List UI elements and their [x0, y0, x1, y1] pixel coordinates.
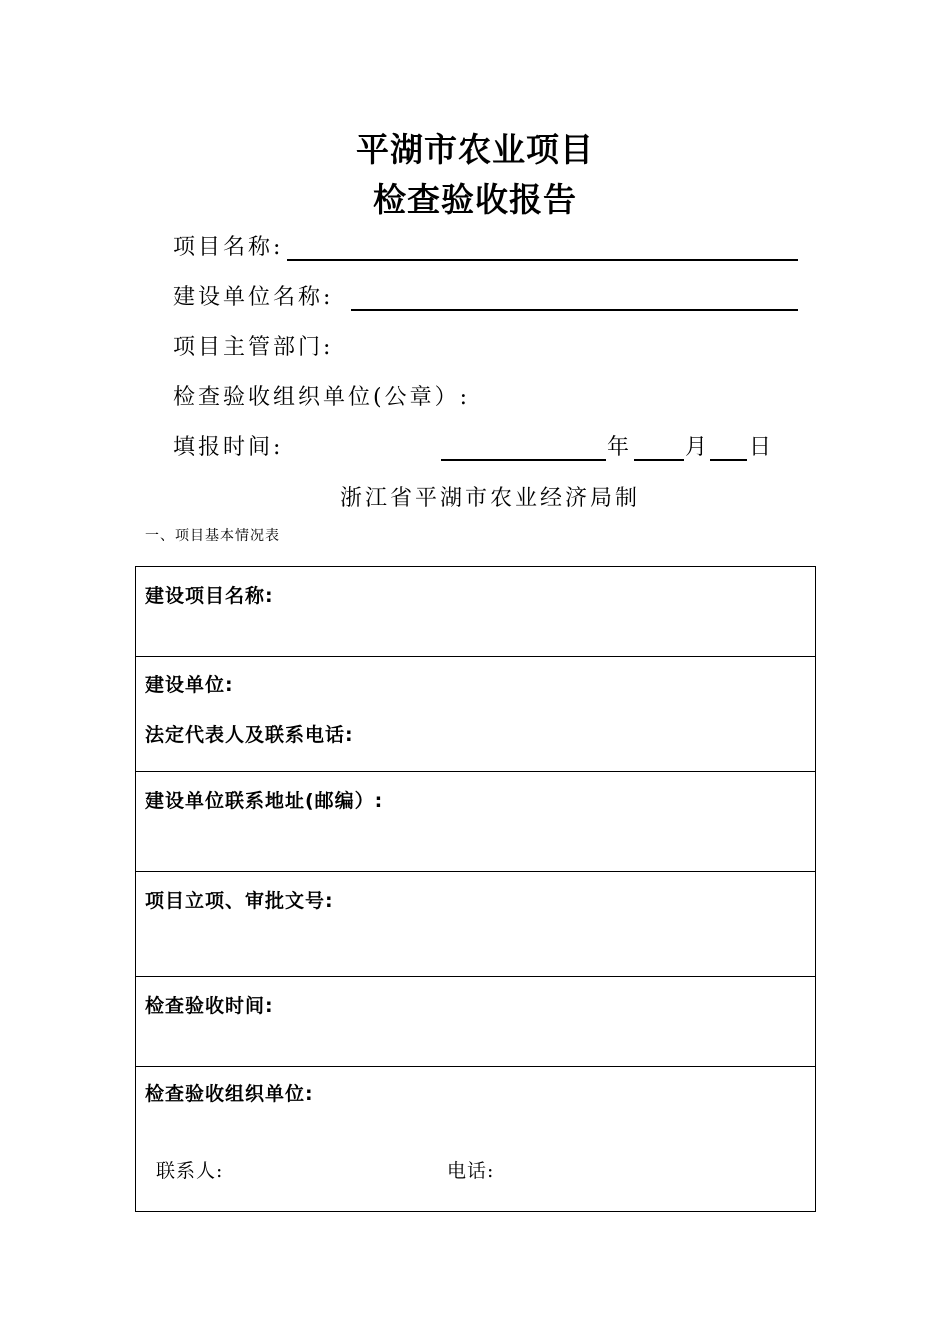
builder-name-blank[interactable]	[351, 309, 798, 311]
phone-label[interactable]: 电话:	[447, 1160, 495, 1182]
section-title: 一、项目基本情况表	[145, 528, 280, 544]
table-row	[136, 1067, 815, 1211]
inspection-time-cell[interactable]: 检查验收时间:	[145, 995, 274, 1017]
fill-date-label: 填报时间:	[173, 435, 284, 460]
year-blank[interactable]	[441, 459, 606, 461]
month-label: 月	[685, 435, 711, 460]
approval-cell[interactable]: 项目立项、审批文号:	[145, 890, 334, 912]
year-label: 年	[607, 435, 633, 460]
project-name-cell[interactable]: 建设项目名称:	[145, 585, 274, 607]
inspection-org-label: 检查验收组织单位(公章）:	[173, 385, 470, 410]
project-info-table	[135, 566, 816, 1212]
table-row	[136, 657, 815, 772]
month-blank[interactable]	[634, 459, 684, 461]
builder-cell[interactable]: 建设单位:	[145, 674, 234, 696]
project-name-label: 项目名称:	[173, 235, 284, 260]
address-cell[interactable]: 建设单位联系地址(邮编）:	[145, 790, 384, 812]
table-row	[136, 772, 815, 872]
day-label: 日	[749, 435, 775, 460]
table-row	[136, 567, 815, 657]
builder-name-label: 建设单位名称:	[173, 285, 334, 310]
table-row	[136, 872, 815, 977]
table-row	[136, 977, 815, 1067]
day-blank[interactable]	[710, 459, 747, 461]
document-title-line2: 检查验收报告	[373, 180, 577, 219]
legal-rep-cell[interactable]: 法定代表人及联系电话:	[145, 724, 354, 746]
inspection-org-cell[interactable]: 检查验收组织单位:	[145, 1083, 314, 1105]
document-title-line1: 平湖市农业项目	[356, 130, 594, 169]
supervisor-label: 项目主管部门:	[173, 335, 334, 360]
issuer-text: 浙江省平湖市农业经济局制	[339, 486, 640, 511]
contact-person-label[interactable]: 联系人:	[156, 1160, 224, 1182]
project-name-blank[interactable]	[287, 259, 798, 261]
